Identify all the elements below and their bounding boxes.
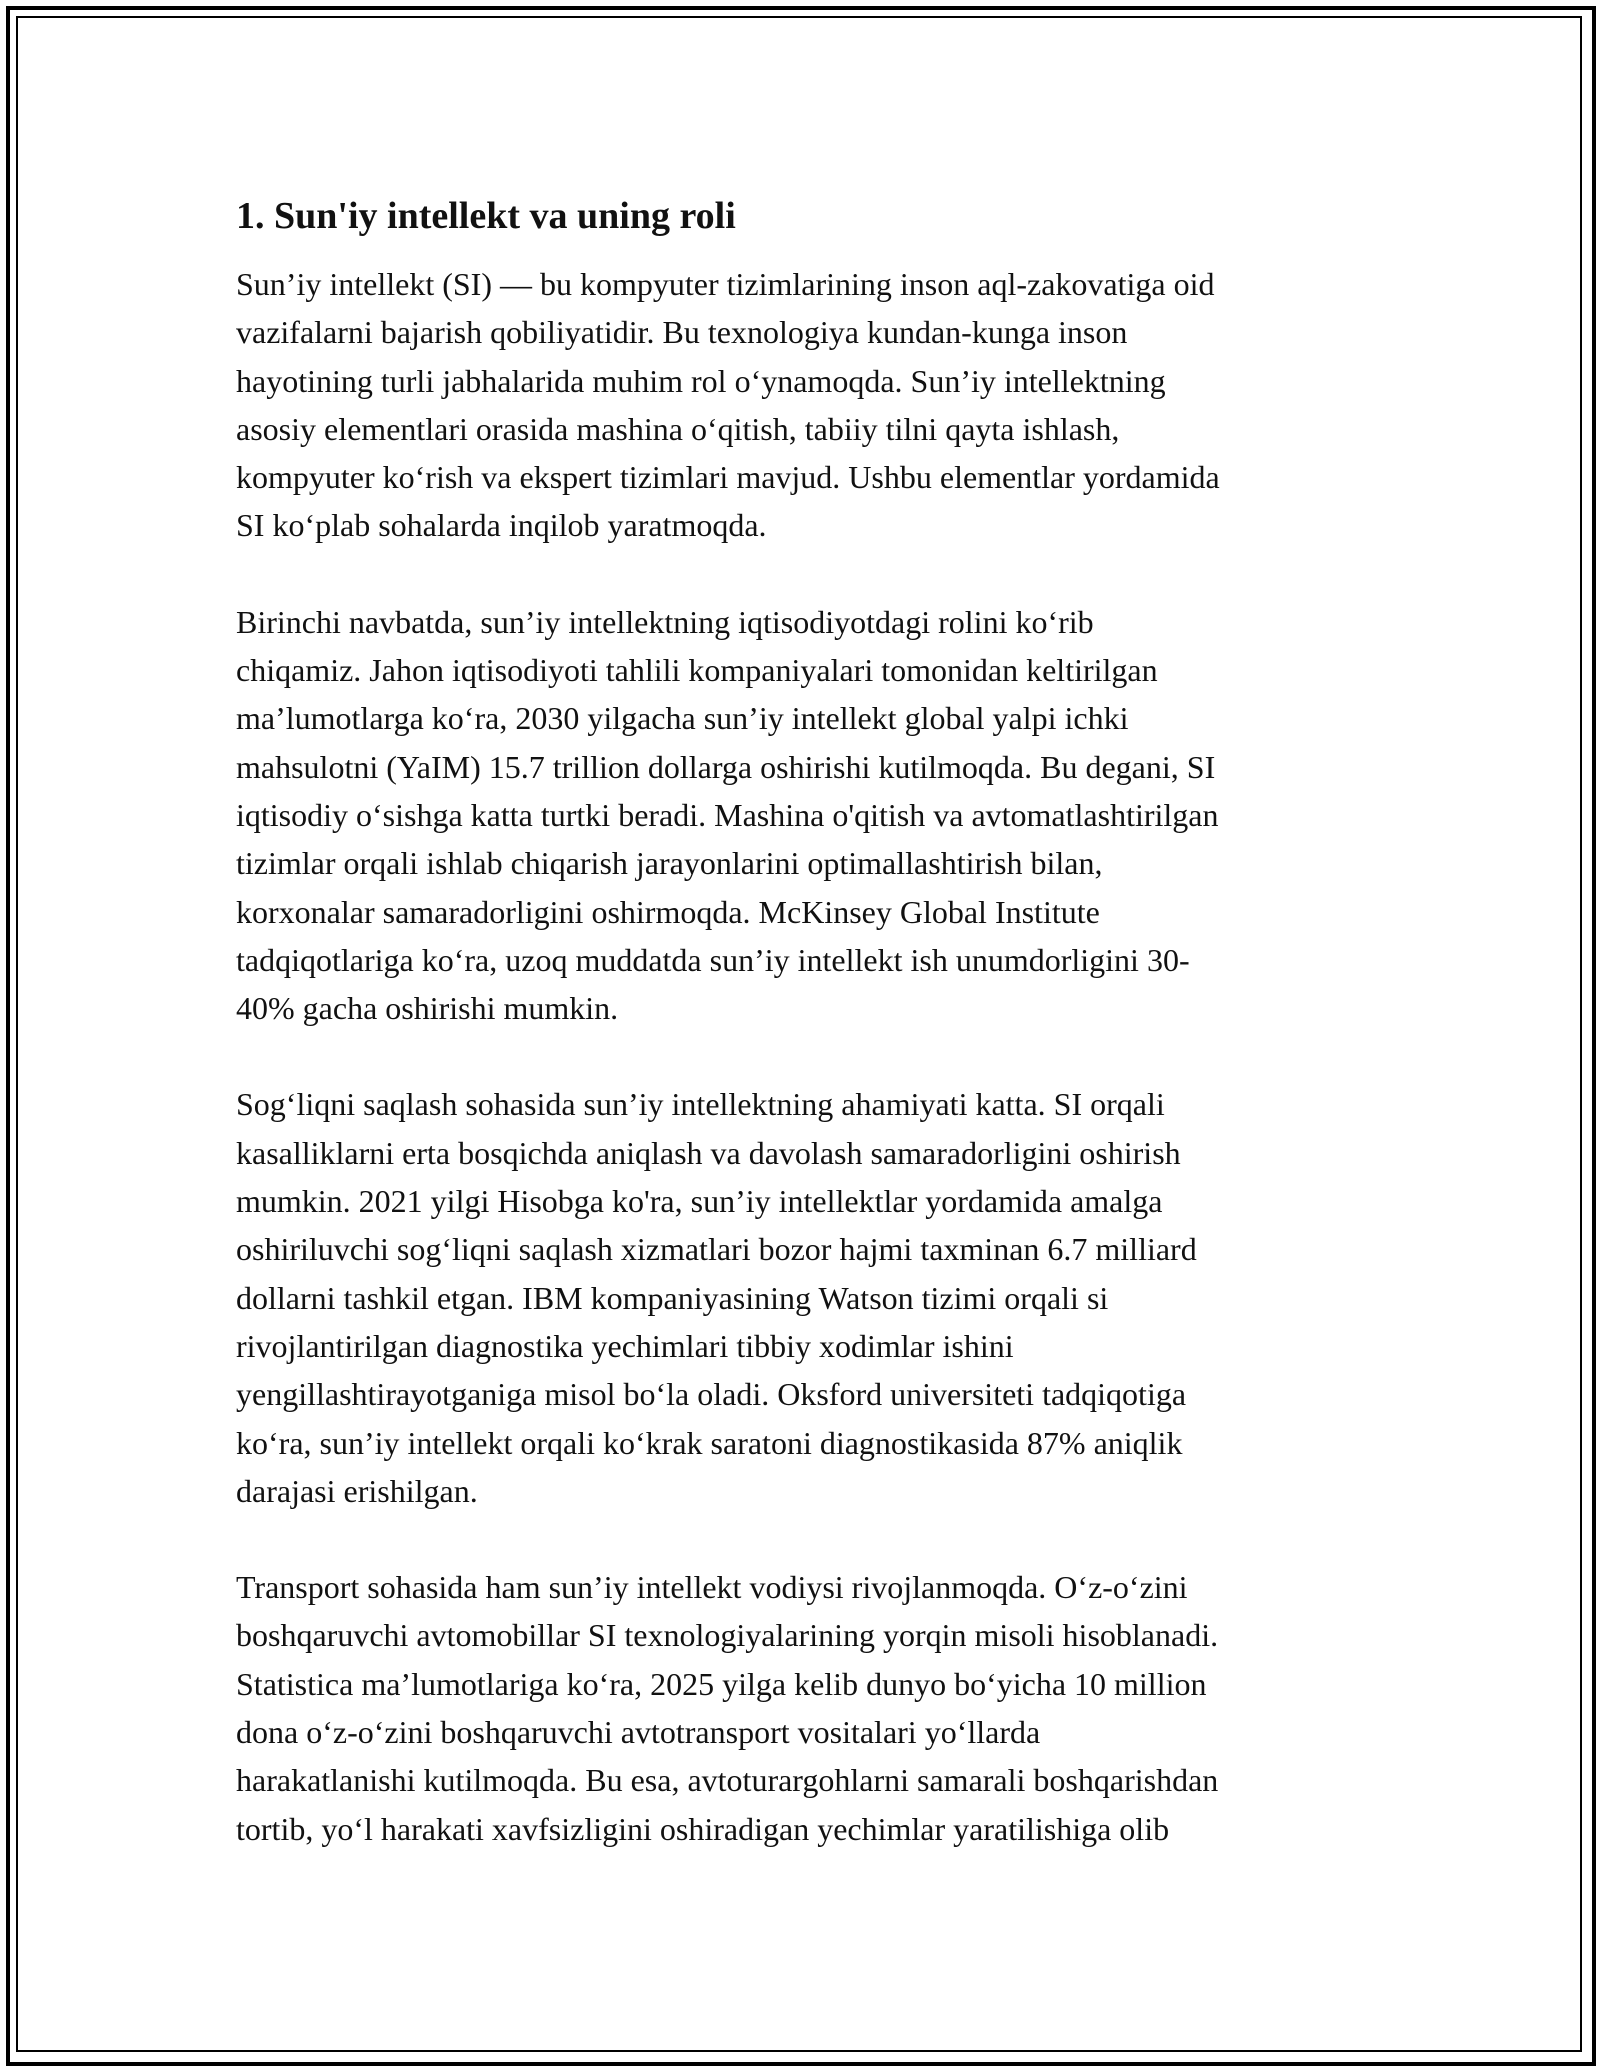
paragraph-economy — [236, 598, 1376, 1033]
document-body — [236, 190, 1376, 1901]
text-line: mahsulotni (YaIM) 15.7 trillion dollarga oshirishi kutilmoqda. Bu degani, SI — [236, 748, 1216, 785]
text-line: Sun’iy intellekt (SI) — bu kompyuter tizimlarining inson aql-zakovatiga oid — [236, 266, 1215, 302]
text-line: ko‘ra, sun’iy intellekt orqali ko‘krak saratoni diagnostikasida 87% aniqlik — [236, 1424, 1183, 1461]
text-line: tortib, yo‘l harakati xavfsizligini oshiradigan yechimlar yaratilishiga olib — [236, 1810, 1170, 1847]
text-line: asosiy elementlari orasida mashina o‘qitish, tabiiy tilni qayta ishlash, — [236, 410, 1120, 447]
text-line: chiqamiz. Jahon iqtisodiyoti tahlili kompaniyalari tomonidan keltirilgan — [236, 652, 1158, 689]
text-line: rivojlantirilgan diagnostika yechimlari tibbiy xodimlar ishini — [236, 1327, 1014, 1364]
text-line: hayotining turli jabhalarida muhim rol o‘ynamoqda. Sun’iy intellektning — [236, 362, 1166, 399]
text-line: Statistica ma’lumotlariga ko‘ra, 2025 yilga kelib dunyo bo‘yicha 10 million — [236, 1665, 1207, 1702]
text-line: SI ko‘plab sohalarda inqilob yaratmoqda. — [236, 507, 767, 544]
section-heading: 1. Sun'iy intellekt va uning roli — [236, 195, 736, 237]
text-line: iqtisodiy o‘sishga katta turtki beradi. Mashina o'qitish va avtomatlashtirilgan — [236, 796, 1219, 833]
text-line: Transport sohasida ham sun’iy intellekt vodiysi rivojlanmoqda. O‘z-o‘zini — [236, 1569, 1188, 1606]
text-line: yengillashtirayotganiga misol bo‘la oladi. Oksford universiteti tadqiqotiga — [236, 1376, 1187, 1413]
text-line: tadqiqotlariga ko‘ra, uzoq muddatda sun’iy intellekt ish unumdorligini 30- — [236, 941, 1190, 978]
text-line: harakatlanishi kutilmoqda. Bu esa, avtoturargohlarni samarali boshqarishdan — [236, 1762, 1219, 1799]
text-line: korxonalar samaradorligini oshirmoqda. McKinsey Global Institute — [236, 893, 1100, 930]
text-line: oshiriluvchi sog‘liqni saqlash xizmatlari bozor hajmi taxminan 6.7 milliard — [236, 1231, 1197, 1268]
text-line: ma’lumotlarga ko‘ra, 2030 yilgacha sun’iy intellekt global yalpi ichki — [236, 700, 1129, 737]
paragraph-transport — [236, 1563, 1376, 1853]
text-line: Sog‘liqni saqlash sohasida sun’iy intellektning ahamiyati katta. SI orqali — [236, 1086, 1165, 1123]
text-line: kasalliklarni erta bosqichda aniqlash va davolash samaradorligini oshirish — [236, 1134, 1181, 1171]
text-line: 40% gacha oshirishi mumkin. — [236, 990, 619, 1027]
text-line: dollarni tashkil etgan. IBM kompaniyasining Watson tizimi orqali si — [236, 1279, 1109, 1316]
text-line: darajasi erishilgan. — [236, 1472, 478, 1509]
text-line: Birinchi navbatda, sun’iy intellektning iqtisodiyotdagi rolini ko‘rib — [236, 603, 1094, 640]
text-line: kompyuter ko‘rish va ekspert tizimlari mavjud. Ushbu elementlar yordamida — [236, 459, 1220, 496]
text-line: dona o‘z-o‘zini boshqaruvchi avtotransport vositalari yo‘llarda — [236, 1714, 1041, 1751]
text-line: tizimlar orqali ishlab chiqarish jarayonlarini optimallashtirish bilan, — [236, 845, 1103, 882]
text-line: boshqaruvchi avtomobillar SI texnologiyalarining yorqin misoli hisoblanadi. — [236, 1617, 1219, 1654]
paragraph-introduction — [236, 260, 1376, 550]
text-line: vazifalarni bajarish qobiliyatidir. Bu texnologiya kundan-kunga inson — [236, 314, 1128, 351]
text-line: mumkin. 2021 yilgi Hisobga ko'ra, sun’iy intellektlar yordamida amalga — [236, 1183, 1163, 1220]
paragraph-healthcare — [236, 1080, 1376, 1515]
